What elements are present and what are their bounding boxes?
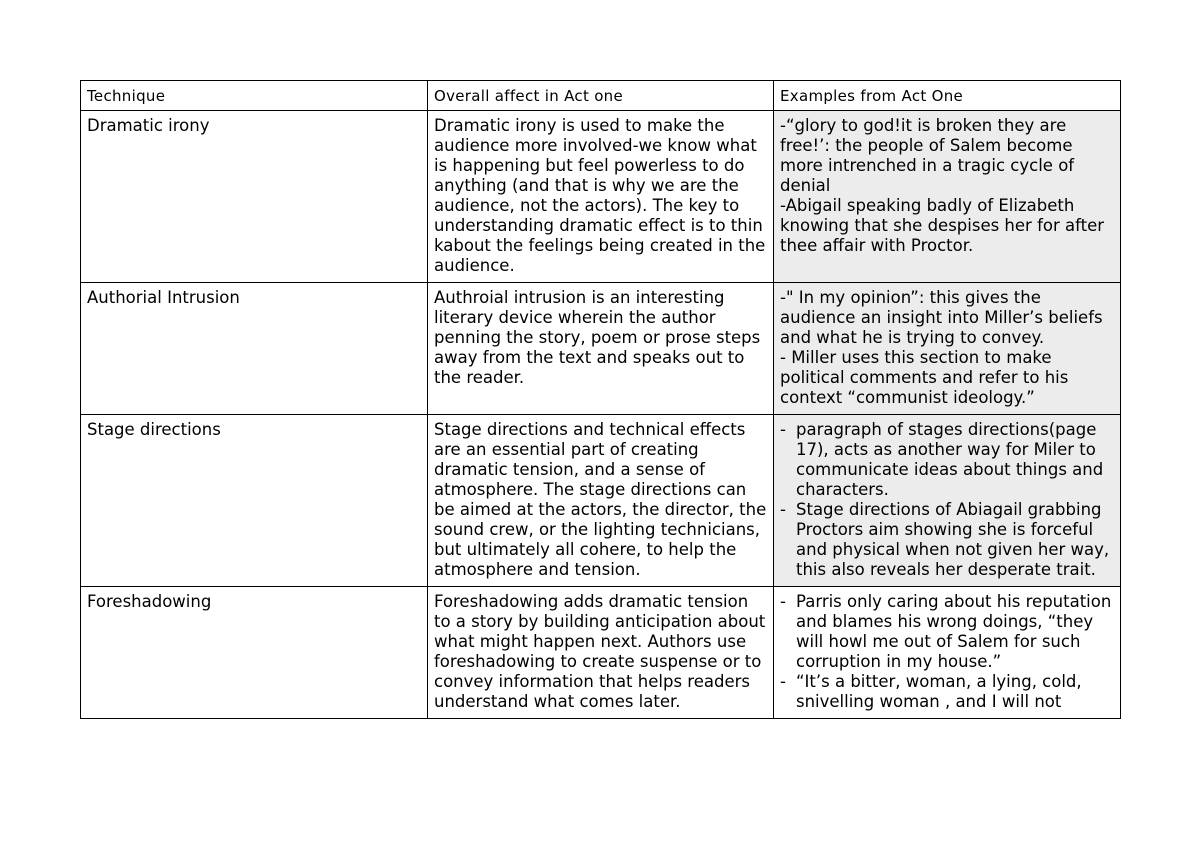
example-bullet [780,420,1114,500]
example-bullet [780,592,1114,672]
example-text: -" In my opinion”: this gives the audience an insight into Miller’s beliefs and what he is trying to convey. [780,288,1103,347]
effect-cell: Dramatic irony is used to make the audience more involved-we know what is happening but feel powerless to do anything (and that is why we are the audience, not the actors). The key to understanding dramatic effect is to thin kabout the feelings being created in the audience. [428,111,774,283]
example-text: - Miller uses this section to make political comments and refer to his context “communist ideology.” [780,348,1069,407]
example-bullet [780,672,1114,712]
techniques-table [80,80,1121,719]
technique-cell: Stage directions [81,415,428,587]
bullet-dash: - [780,420,786,439]
technique-cell: Foreshadowing [81,587,428,719]
technique-cell: Dramatic irony [81,111,428,283]
effect-cell: Foreshadowing adds dramatic tension to a story by building anticipation about what might happen next. Authors use foreshadowing to create suspense or to convey information that helps readers understand what comes later. [428,587,774,719]
example-text: -Abigail speaking badly of Elizabeth knowing that she despises her for after thee affair with Proctor. [780,196,1105,255]
effect-cell: Authroial intrusion is an interesting literary device wherein the author penning the story, poem or prose steps away from the text and speaks out to the reader. [428,283,774,415]
header-technique: Technique [81,81,428,111]
examples-cell [774,415,1121,587]
technique-cell: Authorial Intrusion [81,283,428,415]
example-bullet-text: Parris only caring about his reputation and blames his wrong doings, “they will howl me out of Salem for such corruption in my house.” [796,592,1112,671]
table-row [81,587,1121,719]
table-row [81,415,1121,587]
bullet-dash: - [780,592,786,611]
table-row [81,283,1121,415]
table-row [81,111,1121,283]
example-bullet-text: paragraph of stages directions(page 17), acts as another way for Miler to communicate ideas about things and characters. [796,420,1104,499]
bullet-dash: - [780,500,786,519]
example-text: -“glory to god!it is broken they are free!’: the people of Salem become more intrenched in a tragic cycle of denial [780,116,1075,195]
header-examples: Examples from Act One [774,81,1121,111]
examples-cell [774,111,1121,283]
bullet-dash: - [780,672,786,691]
examples-cell [774,587,1121,719]
header-overall-affect: Overall affect in Act one [428,81,774,111]
table-header-row [81,81,1121,111]
example-bullet [780,500,1114,580]
examples-cell [774,283,1121,415]
example-bullet-text: “It’s a bitter, woman, a lying, cold, snivelling woman , and I will not [796,672,1082,711]
example-bullet-text: Stage directions of Abiagail grabbing Proctors aim showing she is forceful and physical when not given her way, this also reveals her desperate trait. [796,500,1110,579]
effect-cell: Stage directions and technical effects are an essential part of creating dramatic tension, and a sense of atmosphere. The stage directions can be aimed at the actors, the director, the sound crew, or the lighting technicians, but ultimately all cohere, to help the atmosphere and tension. [428,415,774,587]
